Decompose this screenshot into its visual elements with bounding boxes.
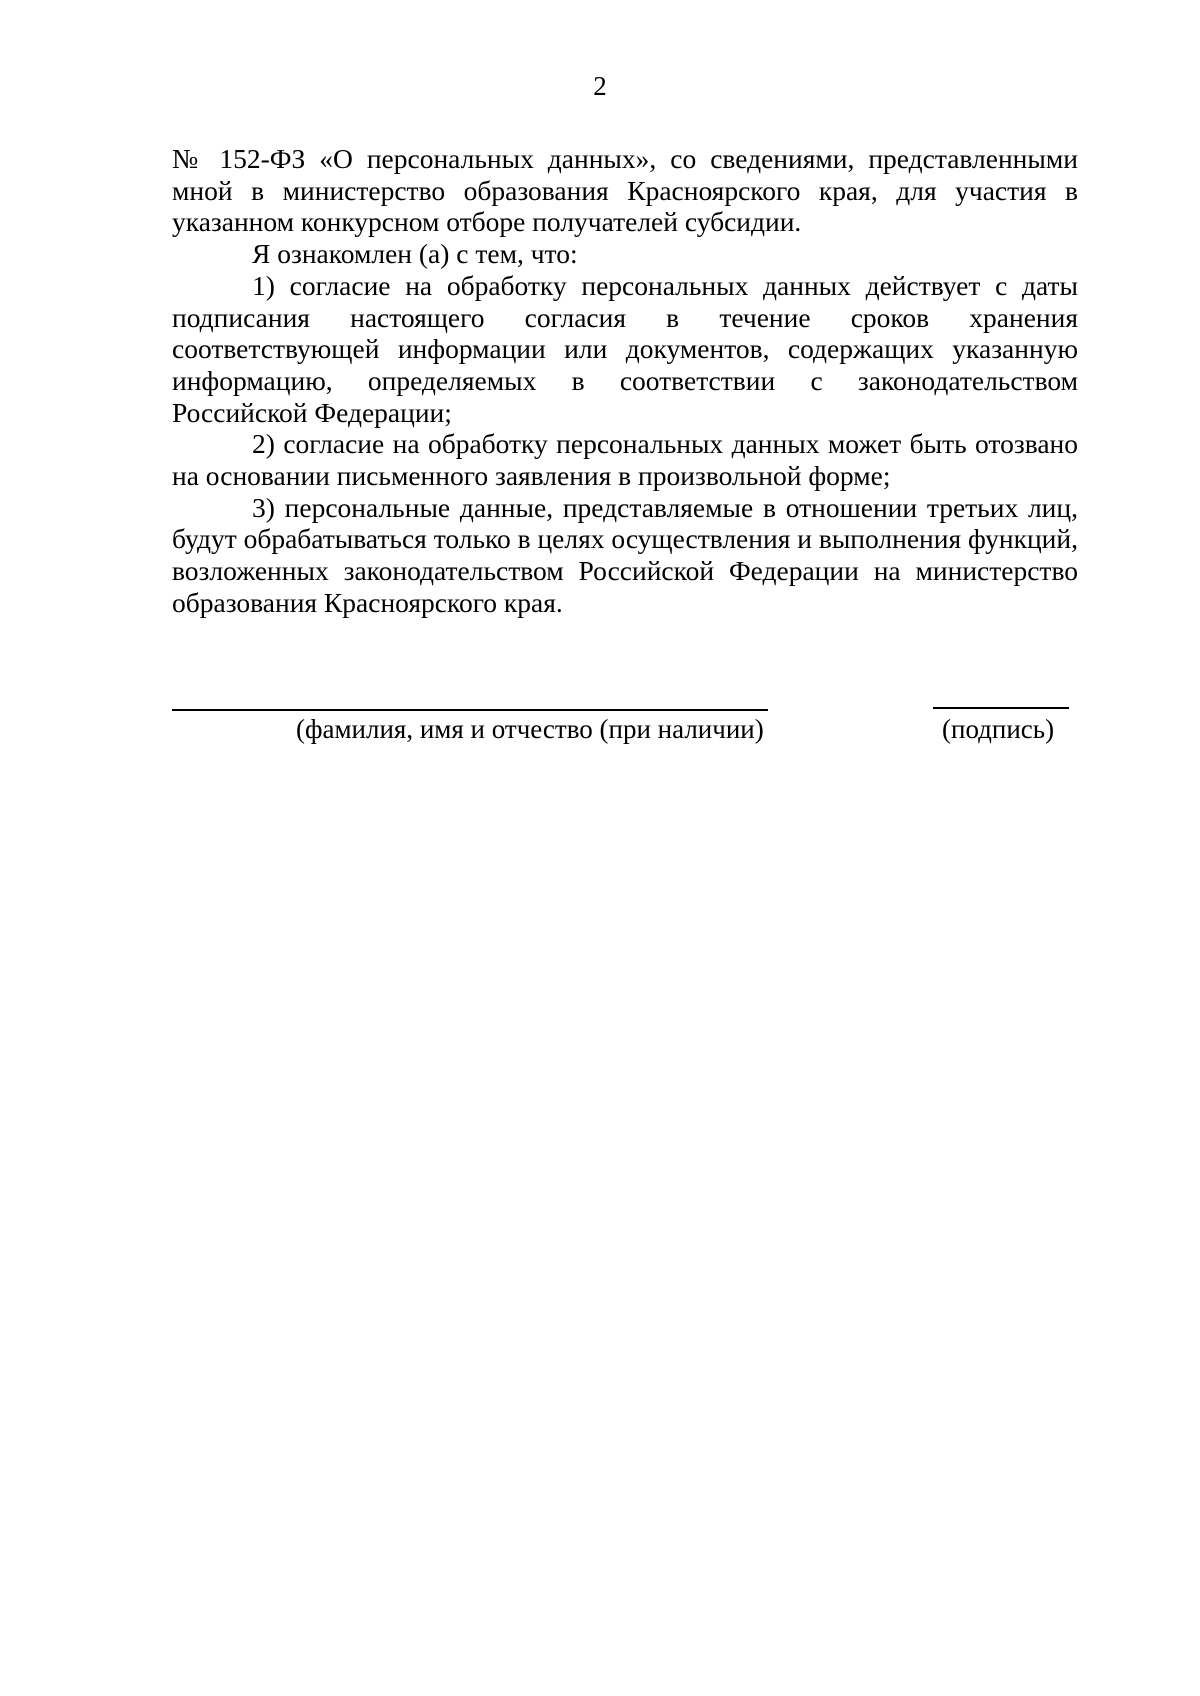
paragraph-acknowledgement: Я ознакомлен (а) с тем, что: bbox=[252, 238, 578, 270]
name-signature-line bbox=[172, 709, 768, 711]
document-body bbox=[172, 143, 1078, 619]
paragraph-item-1: 1) согласие на обработку персональных данных действует с даты подписания настоящего согласия в течение сроков хранения соответствующей информации или документов, содержащих указанную информацию, определяемых в соответствии с законодательством Российской Федерации; bbox=[172, 269, 1078, 428]
page-number: 2 bbox=[593, 71, 607, 101]
paragraph-item-3: 3) персональные данные, представляемые в отношении третьих лиц, будут обрабатываться только в целях осуществления и выполнения функций, возложенных законодательством Российской Федерации на министерство образования Красноярского края. bbox=[172, 491, 1078, 618]
paragraph-item-2: 2) согласие на обработку персональных данных может быть отозвано на основании письменного заявления в произвольной форме; bbox=[172, 428, 1078, 492]
signature-caption: (подпись) bbox=[942, 714, 1055, 744]
signature-line bbox=[933, 707, 1069, 709]
name-caption: (фамилия, имя и отчество (при наличии) bbox=[296, 714, 764, 744]
paragraph-consent-continuation: № 152-ФЗ «О персональных данных», со сведениями, представленными мной в министерство образования Красноярского края, для участия в указанном конкурсном отборе получателей субсидии. bbox=[172, 143, 1078, 238]
